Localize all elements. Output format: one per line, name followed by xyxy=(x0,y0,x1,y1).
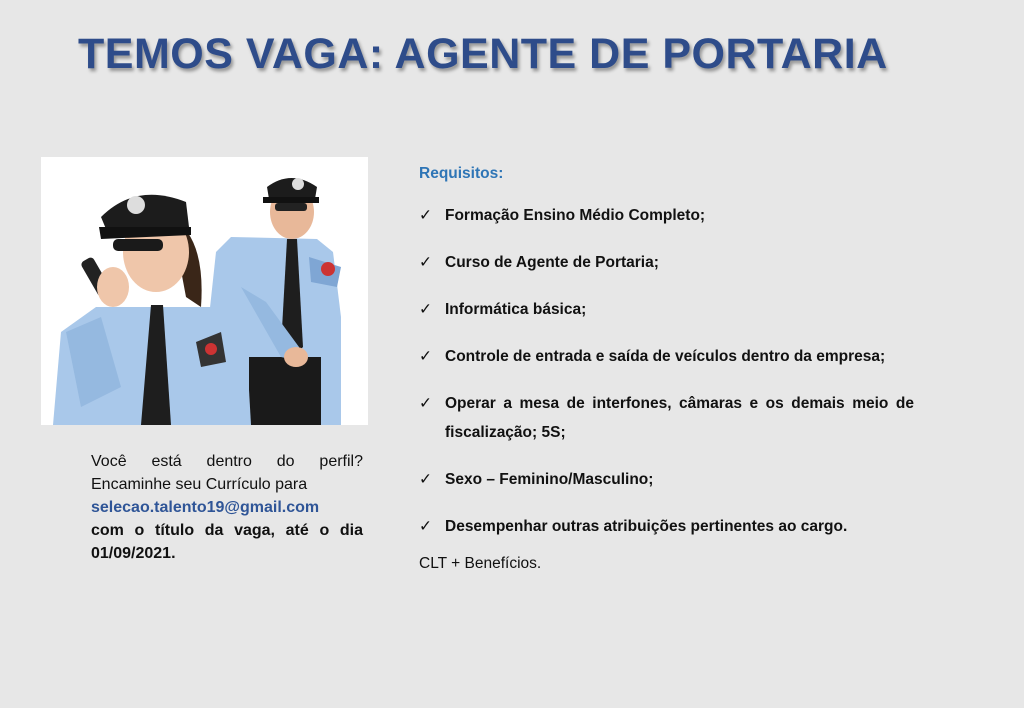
benefits-note: CLT + Benefícios. xyxy=(419,555,542,572)
requirements-section xyxy=(419,165,914,573)
list-item: ✓ Formação Ensino Médio Completo; xyxy=(419,201,914,230)
list-item: ✓ Sexo – Feminino/Masculino; xyxy=(419,465,914,494)
list-item: ✓ Controle de entrada e saída de veículos dentro da empresa; xyxy=(419,342,914,371)
check-icon: ✓ xyxy=(419,301,432,318)
contact-instructions xyxy=(91,450,363,565)
deadline-text: com o título da vaga, até o dia 01/09/2021. xyxy=(91,522,363,562)
list-item: ✓ Desempenhar outras atribuições pertinentes ao cargo. xyxy=(419,512,914,541)
list-item: ✓ Curso de Agente de Portaria; xyxy=(419,248,914,277)
page-title: TEMOS VAGA: AGENTE DE PORTARIA xyxy=(78,30,888,78)
check-icon: ✓ xyxy=(419,254,432,271)
check-icon: ✓ xyxy=(419,518,432,535)
list-item: ✓ Operar a mesa de interfones, câmaras e os demais meio de fiscalização; 5S; xyxy=(419,389,914,447)
check-icon: ✓ xyxy=(419,348,432,365)
list-item: ✓ Informática básica; xyxy=(419,295,914,324)
contact-intro: Você está dentro do perfil? Encaminhe seu Currículo para xyxy=(91,453,363,493)
email-link[interactable]: selecao.talento19@gmail.com xyxy=(91,499,320,516)
requirements-heading: Requisitos: xyxy=(419,165,504,182)
check-icon: ✓ xyxy=(419,471,432,488)
security-guards-photo xyxy=(41,157,368,425)
requirements-list xyxy=(419,201,914,541)
check-icon: ✓ xyxy=(419,395,432,412)
check-icon: ✓ xyxy=(419,207,432,224)
